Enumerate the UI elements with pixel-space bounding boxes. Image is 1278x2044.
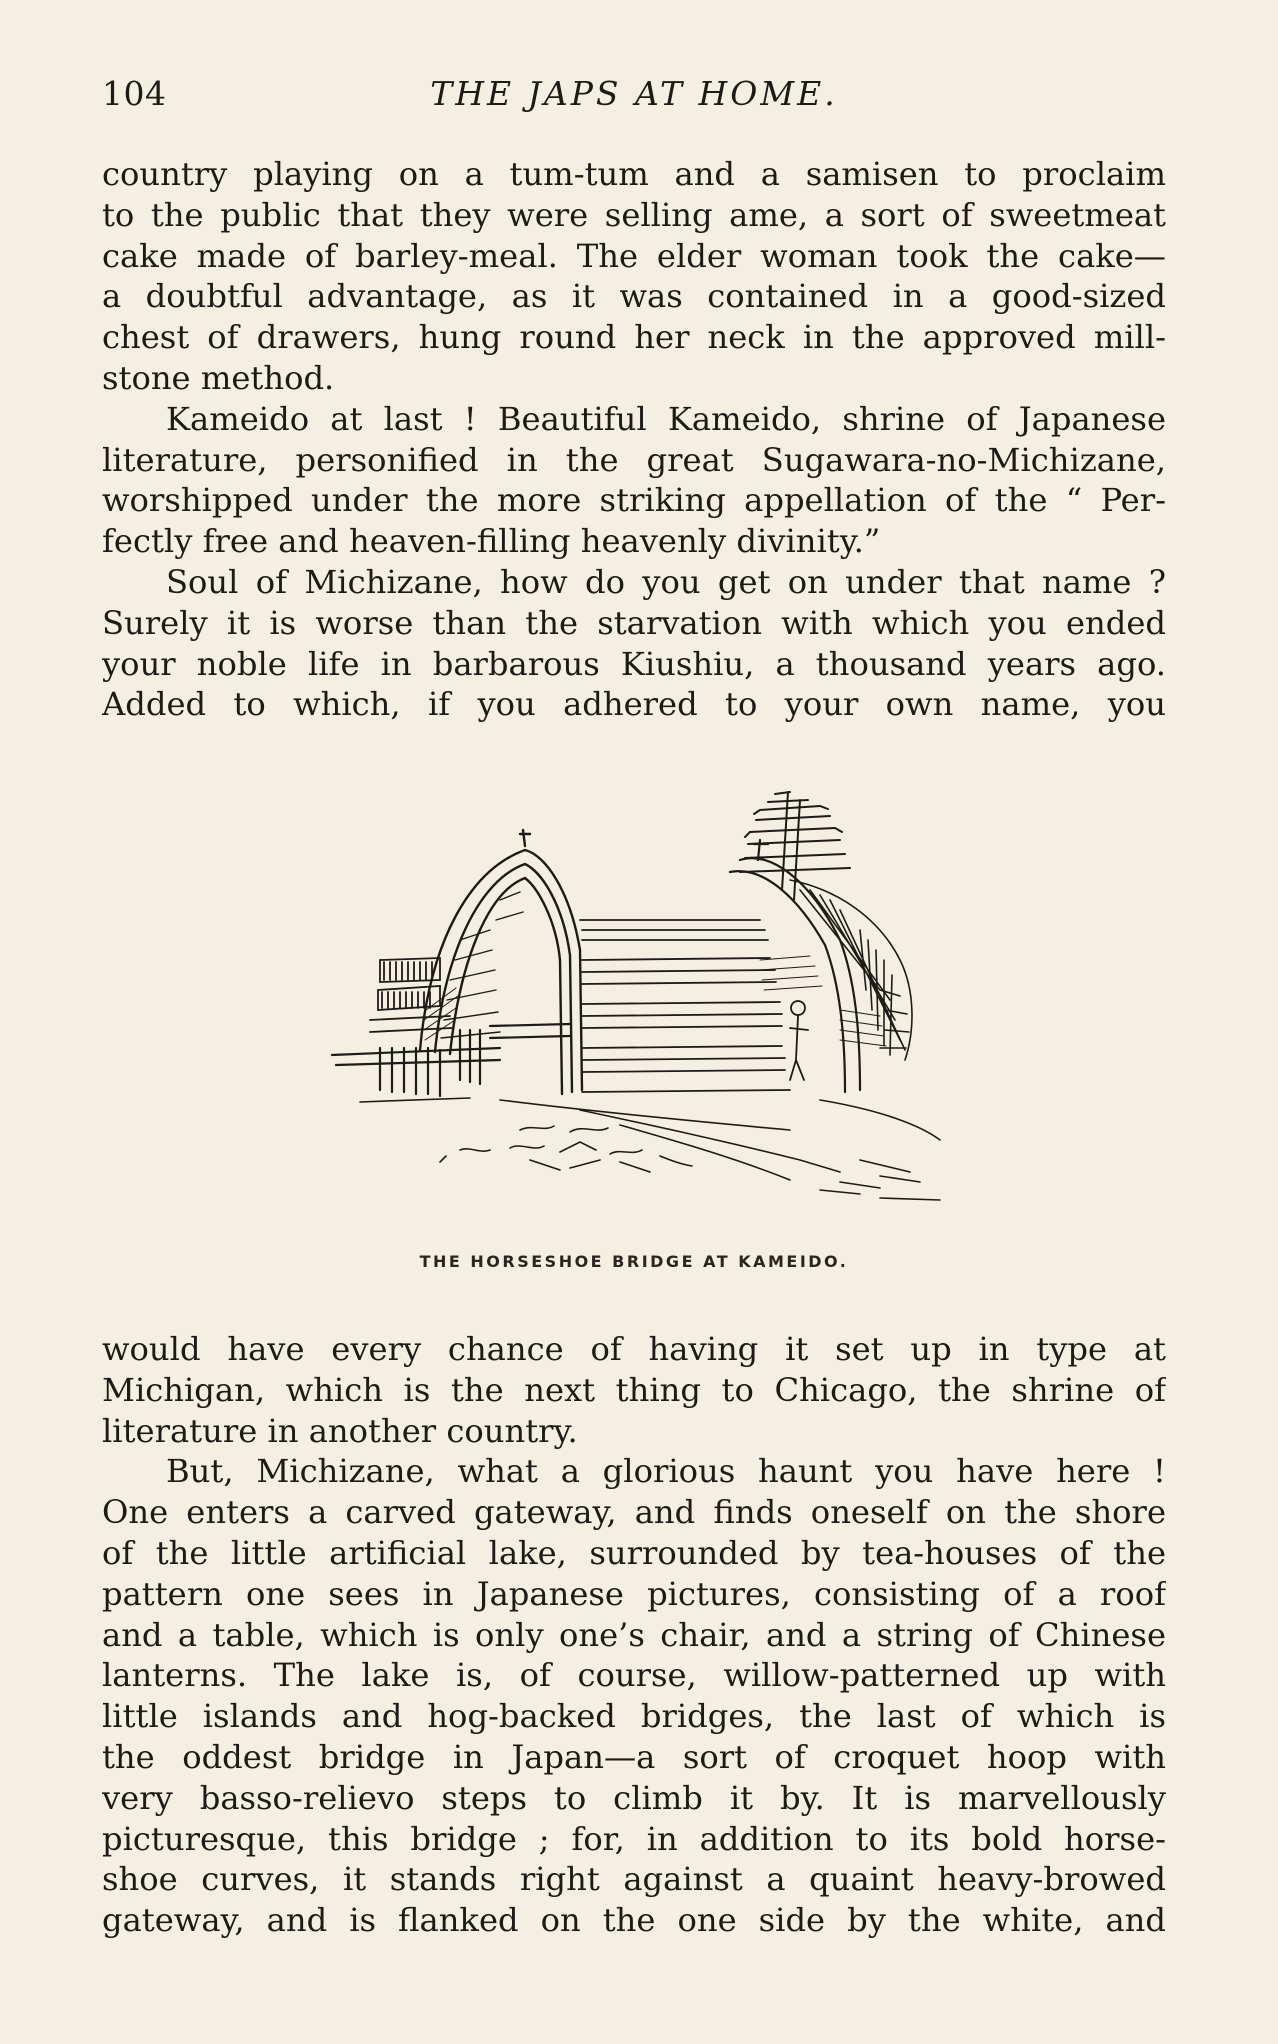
text-line: gateway, and is flanked on the one side by the white, and (102, 1901, 1166, 1940)
text-line: of the little artificial lake, surrounded by tea-houses of the (102, 1533, 1166, 1572)
text-line: But, Michizane, what a glorious haunt you have here ! (166, 1452, 1166, 1491)
text-line: Surely it is worse than the starvation with which you ended (102, 603, 1166, 642)
horseshoe-bridge-engraving (320, 780, 960, 1240)
text-line: a doubtful advantage, as it was contained in a good-sized (102, 277, 1166, 316)
text-line: and a table, which is only one’s chair, and a string of Chinese (102, 1615, 1166, 1654)
text-line: Michigan, which is the next thing to Chicago, the shrine of (102, 1370, 1166, 1409)
page-number: 104 (102, 74, 167, 113)
text-line: the oddest bridge in Japan—a sort of croquet hoop with (102, 1737, 1166, 1776)
text-line: lanterns. The lake is, of course, willow-patterned up with (102, 1656, 1166, 1695)
text-line: to the public that they were selling ame, a sort of sweetmeat (102, 195, 1166, 234)
running-head (102, 74, 1166, 118)
text-line: One enters a carved gateway, and finds oneself on the shore (102, 1493, 1166, 1532)
text-line: chest of drawers, hung round her neck in the approved mill- (102, 318, 1166, 357)
text-line: your noble life in barbarous Kiushiu, a thousand years ago. (102, 644, 1166, 683)
text-line: would have every chance of having it set up in type at (102, 1330, 1166, 1368)
text-line: fectly free and heaven-filling heavenly divinity.” (102, 522, 881, 561)
text-line: worshipped under the more striking appellation of the “ Per- (102, 481, 1166, 520)
text-line: Kameido at last ! Beautiful Kameido, shrine of Japanese (166, 399, 1166, 438)
text-block-top (102, 154, 1166, 725)
text-line: stone method. (102, 358, 335, 397)
figure-caption: THE HORSESHOE BRIDGE AT KAMEIDO. (419, 1252, 849, 1271)
text-line: very basso-relievo steps to climb it by. It is marvellously (102, 1778, 1166, 1817)
text-line: literature in another country. (102, 1411, 578, 1450)
text-line: Added to which, if you adhered to your own name, you (102, 685, 1166, 724)
bridge-illustration (320, 780, 960, 1240)
text-line: shoe curves, it stands right against a quaint heavy-browed (102, 1860, 1166, 1899)
running-title: THE JAPS AT HOME. (430, 74, 838, 113)
text-line: pattern one sees in Japanese pictures, consisting of a roof (102, 1574, 1166, 1613)
text-block-bottom (102, 1329, 1166, 1941)
text-line: country playing on a tum-tum and a samisen to proclaim (102, 155, 1166, 193)
text-line: literature, personified in the great Sugawara-no-Michizane, (102, 440, 1166, 479)
text-line: picturesque, this bridge ; for, in addition to its bold horse- (102, 1819, 1166, 1858)
text-line: Soul of Michizane, how do you get on under that name ? (166, 562, 1166, 601)
text-line: cake made of barley-meal. The elder woman took the cake— (102, 236, 1166, 275)
text-line: little islands and hog-backed bridges, the last of which is (102, 1697, 1166, 1736)
